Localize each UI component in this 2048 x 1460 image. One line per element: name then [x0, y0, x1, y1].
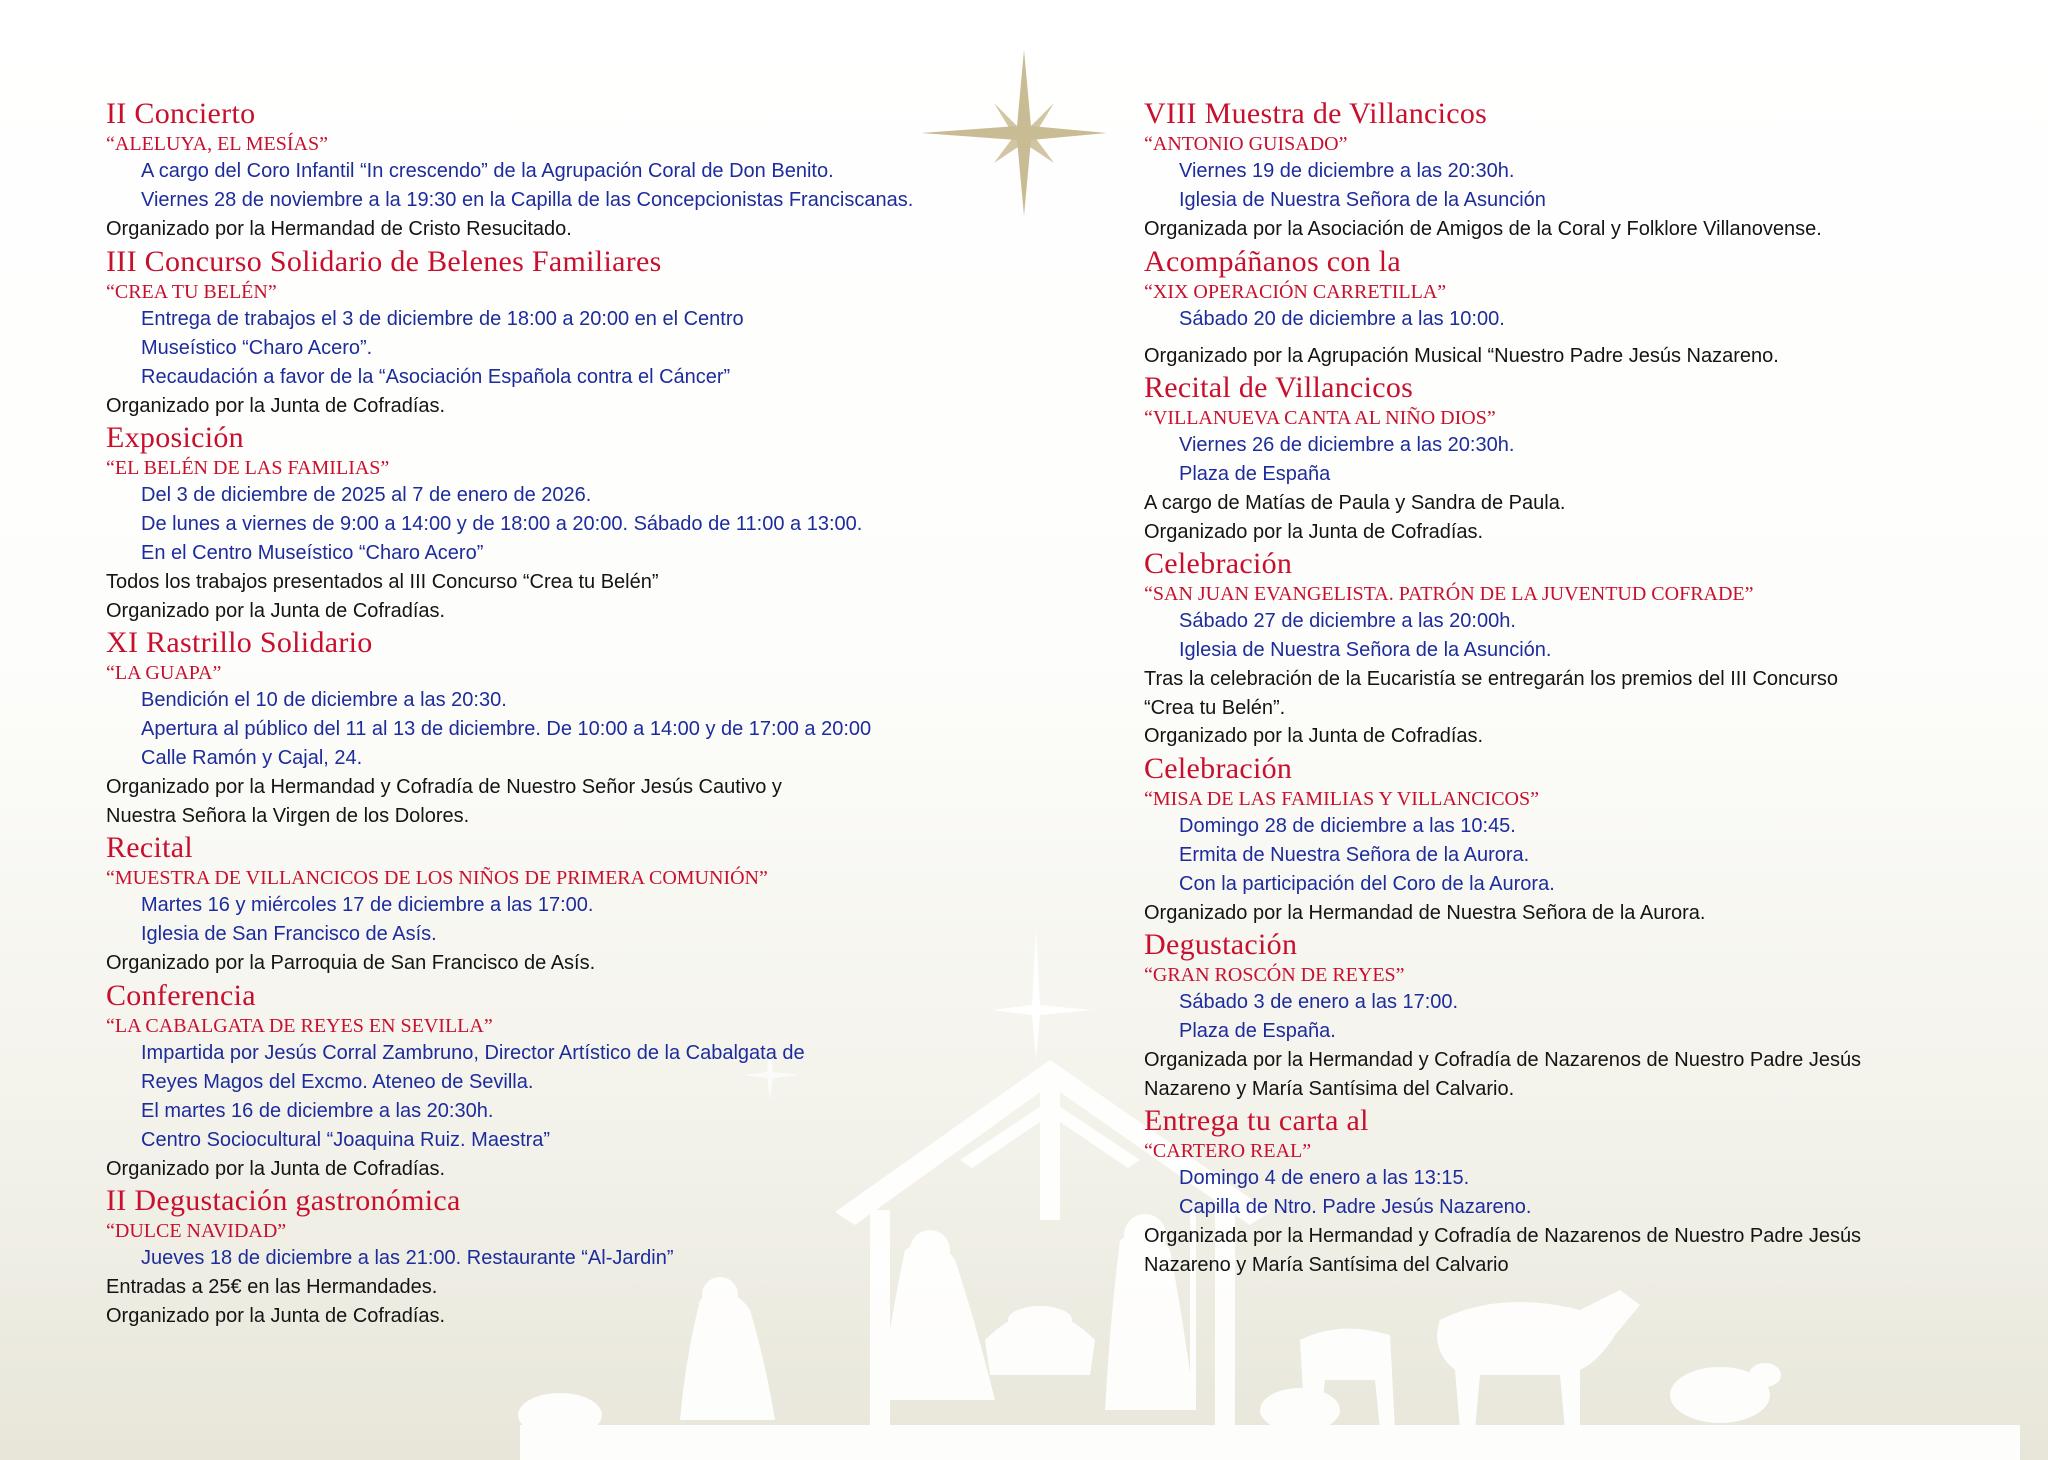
event-subtitle: “DULCE NAVIDAD”: [106, 1220, 287, 1242]
event-block: [1144, 751, 2024, 928]
event-detail: Impartida por Jesús Corral Zambruno, Director Artístico de la Cabalgata de: [141, 1041, 805, 1064]
event-detail: A cargo del Coro Infantil “In crescendo” de la Agrupación Coral de Don Benito.: [141, 160, 834, 182]
event-detail: Del 3 de diciembre de 2025 al 7 de enero de 2026.: [141, 484, 592, 506]
event-subtitle: “VILLANUEVA CANTA AL NIÑO DIOS”: [1144, 407, 1496, 429]
event-organizer: Organizado por la Hermandad de Cristo Resucitado.: [106, 218, 572, 240]
event-detail: Domingo 28 de diciembre a las 10:45.: [1179, 814, 1516, 837]
event-subtitle: “LA CABALGATA DE REYES EN SEVILLA”: [106, 1014, 493, 1037]
event-title: Acompáñanos con la: [1144, 244, 1401, 278]
event-detail: Plaza de España: [1179, 463, 1331, 485]
event-block: [1144, 96, 2024, 244]
event-title: Conferencia: [106, 978, 256, 1012]
event-detail: Bendición el 10 de diciembre a las 20:30.: [141, 689, 507, 711]
event-title: Recital: [106, 831, 194, 864]
event-block: [106, 96, 1026, 244]
event-title: II Concierto: [106, 97, 256, 130]
event-organizer: Nuestra Señora la Virgen de los Dolores.: [106, 804, 470, 827]
event-organizer: Organizado por la Agrupación Musical “Nuestro Padre Jesús Nazareno.: [1144, 344, 1779, 367]
event-organizer: Organizada por la Hermandad y Cofradía de Nazarenos de Nuestro Padre Jesús: [1144, 1049, 1862, 1071]
event-organizer: Organizado por la Junta de Cofradías.: [106, 599, 446, 622]
left-column: [106, 96, 1026, 1330]
event-title: XI Rastrillo Solidario: [106, 626, 373, 659]
event-organizer: Organizado por la Junta de Cofradías.: [106, 394, 446, 417]
event-organizer: “Crea tu Belén”.: [1144, 696, 1286, 719]
event-organizer: Organizado por la Junta de Cofradías.: [1144, 520, 1484, 543]
event-block: [1144, 1103, 2024, 1279]
event-organizer: Organizado por la Hermandad y Cofradía de Nuestro Señor Jesús Cautivo y: [106, 776, 782, 798]
event-organizer: Nazareno y María Santísima del Calvario: [1144, 1253, 1509, 1276]
event-block: [1144, 244, 2024, 371]
event-detail: Reyes Magos del Excmo. Ateneo de Sevilla.: [141, 1070, 534, 1093]
event-title: Exposición: [106, 421, 244, 454]
event-detail: Entrega de trabajos el 3 de diciembre de 18:00 a 20:00 en el Centro: [141, 307, 744, 330]
event-detail: Ermita de Nuestra Señora de la Aurora.: [1179, 843, 1530, 866]
event-organizer: A cargo de Matías de Paula y Sandra de Paula.: [1144, 492, 1566, 514]
event-detail: Sábado 20 de diciembre a las 10:00.: [1179, 307, 1505, 330]
event-title: II Degustación gastronómica: [106, 1184, 461, 1217]
event-block: [106, 625, 1026, 830]
event-subtitle: “CREA TU BELÉN”: [106, 280, 277, 303]
event-detail: Iglesia de Nuestra Señora de la Asunción.: [1179, 639, 1552, 661]
event-title: VIII Muestra de Villancicos: [1144, 97, 1488, 130]
right-column: [1144, 96, 2024, 1279]
event-detail: Jueves 18 de diciembre a las 21:00. Restaurante “Al-Jardin”: [141, 1247, 674, 1269]
event-subtitle: “LA GUAPA”: [106, 662, 222, 684]
event-detail: Con la participación del Coro de la Aurora.: [1179, 872, 1555, 895]
event-detail: Viernes 19 de diciembre a las 20:30h.: [1179, 160, 1515, 182]
event-detail: Iglesia de Nuestra Señora de la Asunción: [1179, 189, 1546, 211]
event-organizer: Todos los trabajos presentados al III Concurso “Crea tu Belén”: [106, 571, 659, 593]
event-detail: Recaudación a favor de la “Asociación Española contra el Cáncer”: [141, 365, 731, 388]
event-block: [106, 420, 1026, 625]
event-block: [106, 244, 1026, 421]
event-detail: Plaza de España.: [1179, 1020, 1336, 1042]
event-detail: En el Centro Museístico “Charo Acero”: [141, 542, 484, 564]
event-detail: Centro Sociocultural “Joaquina Ruiz. Maestra”: [141, 1128, 551, 1151]
event-detail: Calle Ramón y Cajal, 24.: [141, 747, 363, 769]
event-detail: Martes 16 y miércoles 17 de diciembre a las 17:00.: [141, 894, 594, 916]
event-detail: Sábado 3 de enero a las 17:00.: [1179, 991, 1459, 1013]
event-organizer: Organizado por la Junta de Cofradías.: [106, 1304, 446, 1327]
event-subtitle: “MUESTRA DE VILLANCICOS DE LOS NIÑOS DE PRIMERA COMUNIÓN”: [106, 867, 768, 889]
event-organizer: Organizada por la Hermandad y Cofradía de Nazarenos de Nuestro Padre Jesús: [1144, 1225, 1862, 1247]
event-detail: Museístico “Charo Acero”.: [141, 336, 373, 359]
event-subtitle: “CARTERO REAL”: [1144, 1140, 1312, 1162]
event-organizer: Entradas a 25€ en las Hermandades.: [106, 1276, 438, 1298]
event-title: Entrega tu carta al: [1144, 1104, 1369, 1137]
event-detail: Iglesia de San Francisco de Asís.: [141, 923, 437, 945]
event-detail: Viernes 28 de noviembre a la 19:30 en la Capilla de las Concepcionistas Franciscanas.: [141, 189, 914, 211]
event-organizer: Organizada por la Asociación de Amigos de la Coral y Folklore Villanovense.: [1144, 218, 1822, 240]
event-detail: Viernes 26 de diciembre a las 20:30h.: [1179, 434, 1515, 456]
event-subtitle: “ANTONIO GUISADO”: [1144, 133, 1348, 155]
event-subtitle: “XIX OPERACIÓN CARRETILLA”: [1144, 280, 1447, 303]
event-detail: Domingo 4 de enero a las 13:15.: [1179, 1167, 1470, 1189]
event-block: [106, 978, 1026, 1184]
event-block: [1144, 927, 2024, 1103]
event-title: Celebración: [1144, 751, 1293, 785]
event-title: III Concurso Solidario de Belenes Familiares: [106, 244, 662, 278]
event-detail: Capilla de Ntro. Padre Jesús Nazareno.: [1179, 1196, 1532, 1218]
event-detail: Apertura al público del 11 al 13 de diciembre. De 10:00 a 14:00 y de 17:00 a 20:00: [141, 718, 872, 740]
event-block: [1144, 546, 2024, 751]
event-organizer: Organizado por la Junta de Cofradías.: [106, 1157, 446, 1180]
event-title: Degustación: [1144, 928, 1298, 961]
event-block: [106, 830, 1026, 978]
event-subtitle: “GRAN ROSCÓN DE REYES”: [1144, 964, 1405, 986]
event-detail: El martes 16 de diciembre a las 20:30h.: [141, 1099, 494, 1122]
event-title: Celebración: [1144, 547, 1293, 580]
event-subtitle: “EL BELÉN DE LAS FAMILIAS”: [106, 457, 390, 479]
event-detail: Sábado 27 de diciembre a las 20:00h.: [1179, 610, 1516, 632]
event-subtitle: “ALELUYA, EL MESÍAS”: [106, 133, 329, 155]
event-organizer: Organizado por la Hermandad de Nuestra Señora de la Aurora.: [1144, 901, 1706, 924]
event-subtitle: “SAN JUAN EVANGELISTA. PATRÓN DE LA JUVENTUD COFRADE”: [1144, 583, 1754, 605]
event-organizer: Organizado por la Parroquia de San Francisco de Asís.: [106, 952, 596, 974]
event-organizer: Nazareno y María Santísima del Calvario.: [1144, 1077, 1515, 1100]
event-subtitle: “MISA DE LAS FAMILIAS Y VILLANCICOS”: [1144, 787, 1539, 810]
event-organizer: Organizado por la Junta de Cofradías.: [1144, 725, 1484, 747]
event-detail: De lunes a viernes de 9:00 a 14:00 y de 18:00 a 20:00. Sábado de 11:00 a 13:00.: [141, 513, 863, 535]
event-title: Recital de Villancicos: [1144, 371, 1414, 404]
event-organizer: Tras la celebración de la Eucaristía se entregarán los premios del III Concurso: [1144, 668, 1839, 690]
event-block: [1144, 370, 2024, 546]
event-block: [106, 1183, 1026, 1330]
